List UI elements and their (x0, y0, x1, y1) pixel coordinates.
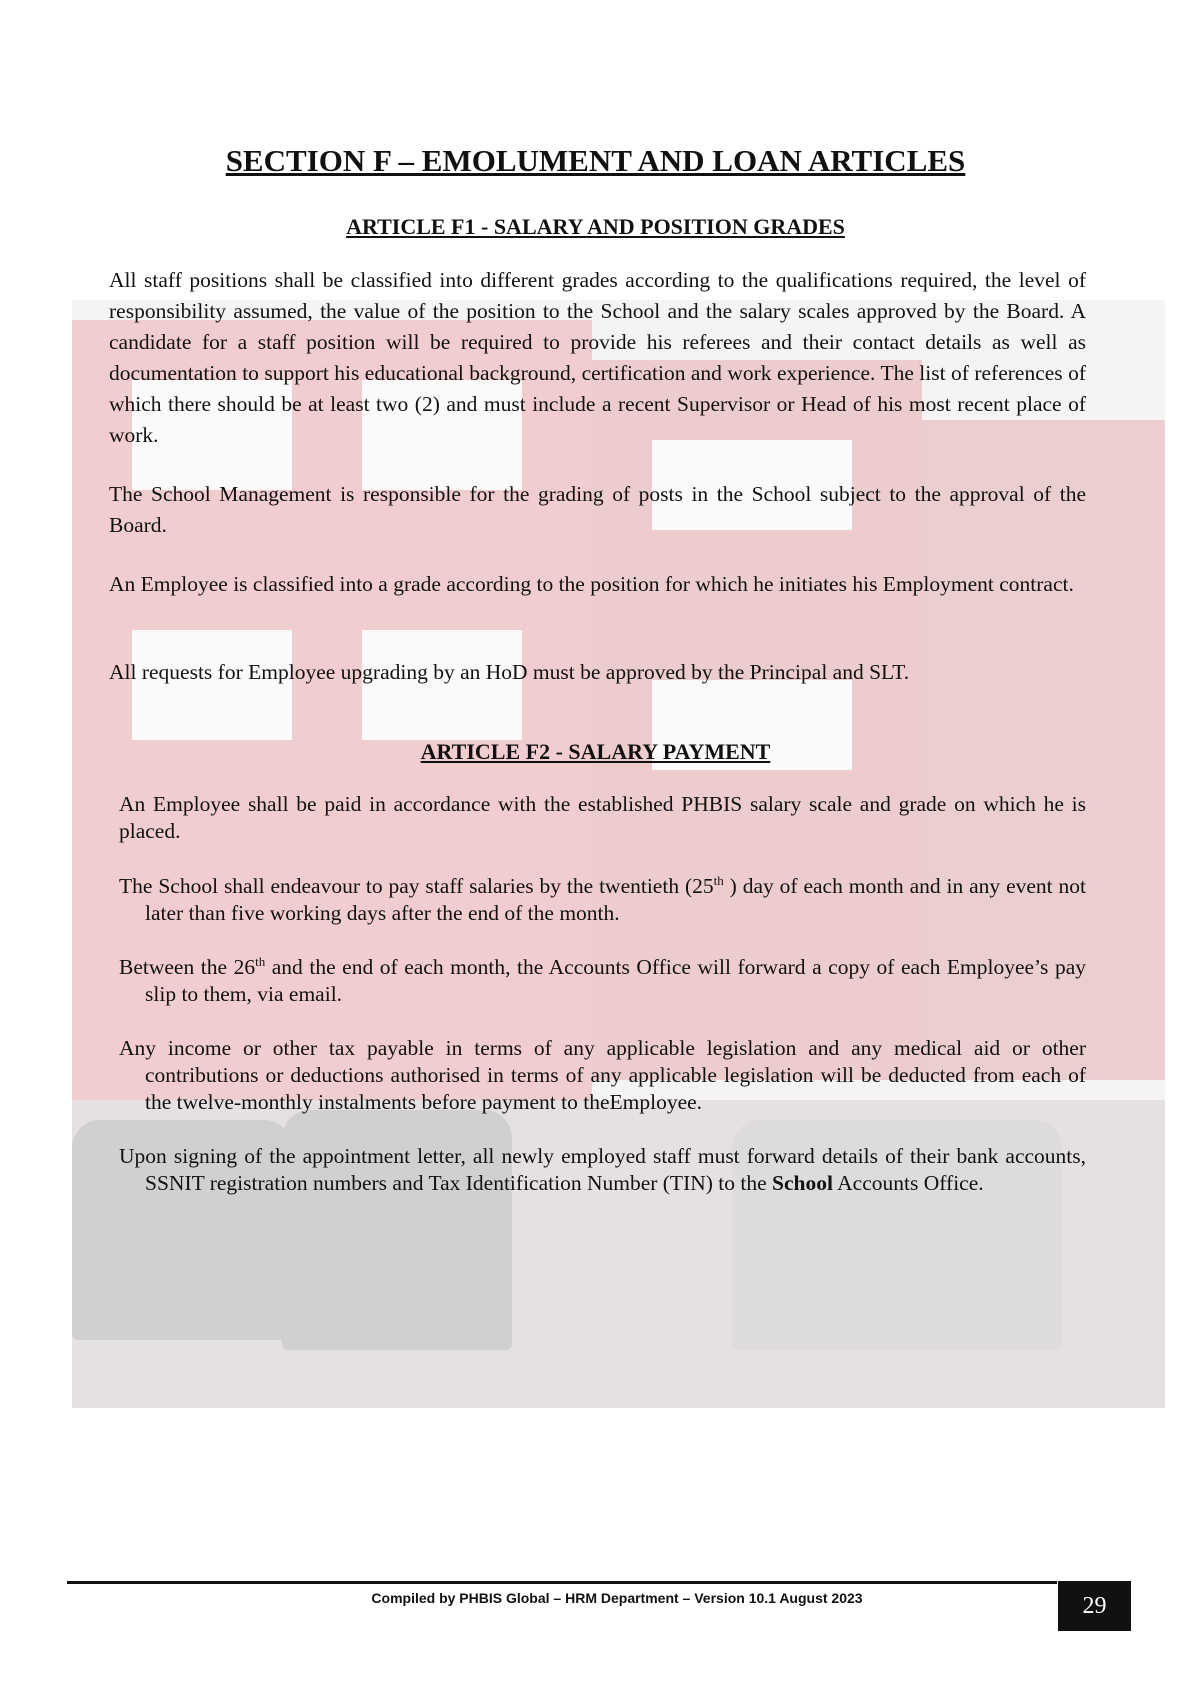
footer-rule (67, 1581, 1057, 1584)
p2-superscript: th (713, 872, 724, 888)
article-f2-paragraph-4: Any income or other tax payable in terms of any applicable legislation and any medical aid or other contributions or deductions authorised in terms of any applicable legislation will be deducted from each of the twelve-monthly instalments before payment to theEmployee. (119, 1036, 1086, 1114)
article-f1-paragraph-4: All requests for Employee upgrading by an HoD must be approved by the Principal and SLT. (109, 660, 910, 684)
article-f1-paragraph-1: All staff positions shall be classified into different grades according to the qualifications required, the level of responsibility assumed, the value of the position to the School and the salary scales approved by the Board. A candidate for a staff position will be required to provide his referees and their contact details as well as documentation to support his educational background, certification and work experience. The list of references of which there should be at least two (2) and must include a recent Supervisor or Head of his most recent place of work. (109, 268, 1086, 447)
article-f2-paragraph-5 (119, 1143, 1086, 1197)
article-f1-paragraph-3: An Employee is classified into a grade according to the position for which he initiates his Employment contract. (109, 572, 1074, 596)
p3-superscript: th (255, 953, 266, 969)
p5-text-after: Accounts Office. (832, 1171, 984, 1195)
article-f1-paragraph-2: The School Management is responsible for the grading of posts in the School subject to the approval of the Board. (109, 482, 1086, 537)
p2-text-before: The School shall endeavour to pay staff salaries by the twentieth (25 (119, 874, 714, 898)
p3-text-after: and the end of each month, the Accounts Office will forward a copy of each Employee’s pay slip to them, via email. (145, 955, 1086, 1006)
page-number: 29 (1058, 1581, 1131, 1631)
footer-text: Compiled by PHBIS Global – HRM Department – Version 10.1 August 2023 (371, 1590, 863, 1606)
p5-text-before: Upon signing of the appointment letter, all newly employed staff must forward details of their bank accounts, SSNIT registration numbers and Tax Identification Number (TIN) to the (119, 1144, 1086, 1195)
article-f2-paragraph-1: An Employee shall be paid in accordance with the established PHBIS salary scale and grade on which he is placed. (119, 792, 1086, 843)
p3-text-before: Between the 26 (119, 955, 256, 979)
article-f2-title: ARTICLE F2 - SALARY PAYMENT (420, 739, 771, 764)
article-f1-title: ARTICLE F1 - SALARY AND POSITION GRADES (346, 214, 845, 239)
article-f2-paragraph-2 (119, 873, 1086, 927)
p2-text-after: ) day of each month and in any event not later than five working days after the end of the month. (145, 874, 1087, 925)
section-title: SECTION F – EMOLUMENT AND LOAN ARTICLES (225, 143, 966, 178)
p5-bold-school: School (772, 1171, 833, 1195)
article-f2-paragraph-3 (119, 954, 1086, 1008)
